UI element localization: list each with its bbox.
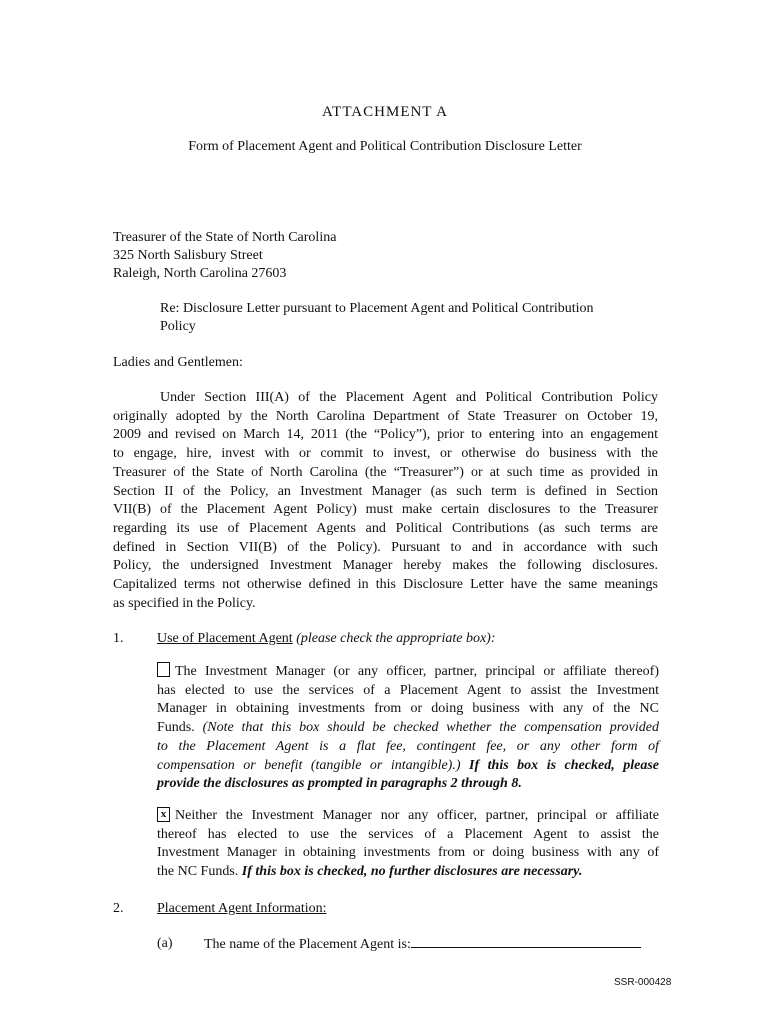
option-b-nc-funds: the NC Funds.	[157, 864, 242, 880]
section-2-heading: Placement Agent Information:	[157, 901, 327, 916]
intro-line: originally adopted by the North Carolina Department of State Treasurer on October 19,	[113, 408, 658, 424]
intro-line: Capitalized terms not otherwise defined in this Disclosure Letter have the same meanings	[113, 577, 658, 593]
intro-line: regarding its use of Placement Agents and Political Contributions (as such terms are	[113, 520, 658, 536]
page-subtitle: Form of Placement Agent and Political Contribution Disclosure Letter	[188, 139, 582, 154]
item-a-row	[204, 935, 641, 954]
intro-paragraph	[113, 389, 658, 613]
bates-number: SSR-000428	[614, 977, 672, 988]
option-a-paragraph	[157, 663, 659, 794]
section-1-heading-row	[157, 630, 495, 648]
address-line-3: Raleigh, North Carolina 27603	[113, 266, 287, 281]
re-line-2: Policy	[160, 319, 196, 334]
item-a-label: (a)	[157, 936, 173, 951]
intro-line: to engage, hire, invest with or commit to invest, or otherwise do business with the	[113, 446, 658, 462]
intro-line: Under Section III(A) of the Placement Agent and Political Contribution Policy	[160, 390, 658, 405]
intro-line: defined in Section VII(B) of the Policy). Pursuant to and in accordance with such	[113, 539, 658, 555]
no-placement-agent-checkbox[interactable]: x	[157, 807, 170, 822]
intro-line: as specified in the Policy.	[113, 595, 256, 611]
option-a-instruction-1: If this box is checked, please	[460, 757, 659, 773]
option-a-note-3: compensation or benefit (tangible or intangible).)	[157, 757, 461, 773]
option-a-line-6	[157, 757, 659, 776]
address-line-2: 325 North Salisbury Street	[113, 248, 263, 263]
option-a-line: has elected to use the services of a Placement Agent to assist the Investment	[157, 682, 659, 698]
option-a-note-2: to the Placement Agent is a flat fee, contingent fee, or any other form of	[157, 738, 659, 754]
option-b-line: thereof has elected to use the services of a Placement Agent to assist the	[157, 826, 659, 842]
option-a-line-4	[157, 719, 659, 738]
intro-line: Policy, the undersigned Investment Manager hereby makes the following disclosures.	[113, 558, 658, 574]
section-1-heading-note: (please check the appropriate box):	[292, 631, 496, 646]
placement-agent-name-field[interactable]	[411, 935, 641, 948]
re-line-1: Re: Disclosure Letter pursuant to Placement Agent and Political Contribution	[160, 301, 594, 316]
option-b-line-4	[157, 863, 659, 882]
address-line-1: Treasurer of the State of North Carolina	[113, 230, 337, 245]
section-2-number: 2.	[113, 901, 124, 916]
page-title: ATTACHMENT A	[322, 104, 448, 120]
option-a-line: The Investment Manager (or any officer, partner, principal or affiliate thereof)	[175, 664, 659, 679]
option-b-paragraph	[157, 807, 659, 882]
intro-line: VII(B) of the Placement Agent Policy) must make certain disclosures to the Treasurer	[113, 502, 658, 518]
option-a-instruction-2: provide the disclosures as prompted in paragraphs 2 through 8.	[157, 776, 522, 792]
salutation: Ladies and Gentlemen:	[113, 355, 243, 370]
section-1-heading: Use of Placement Agent	[157, 631, 293, 646]
option-a-line: Manager in obtaining investments from or doing business with any of the NC	[157, 701, 659, 717]
intro-line: Treasurer of the State of North Carolina (the “Treasurer”) or at such time as provided in	[113, 464, 658, 480]
option-b-line: Investment Manager in obtaining investments from or doing business with any of	[157, 845, 659, 861]
option-a-note-1: (Note that this box should be checked whether the compensation provided	[202, 720, 659, 736]
section-1-number: 1.	[113, 631, 124, 646]
option-b-line: Neither the Investment Manager nor any officer, partner, principal or affiliate	[175, 808, 659, 823]
item-a-text: The name of the Placement Agent is:	[204, 937, 411, 952]
option-b-instruction: If this box is checked, no further disclosures are necessary.	[241, 864, 583, 880]
option-a-funds: Funds.	[157, 720, 203, 736]
intro-line: 2009 and revised on March 14, 2011 (the “Policy”), prior to entering into an engagement	[113, 427, 658, 443]
intro-line: Section II of the Policy, an Investment Manager (as such term is defined in Section	[113, 483, 658, 499]
